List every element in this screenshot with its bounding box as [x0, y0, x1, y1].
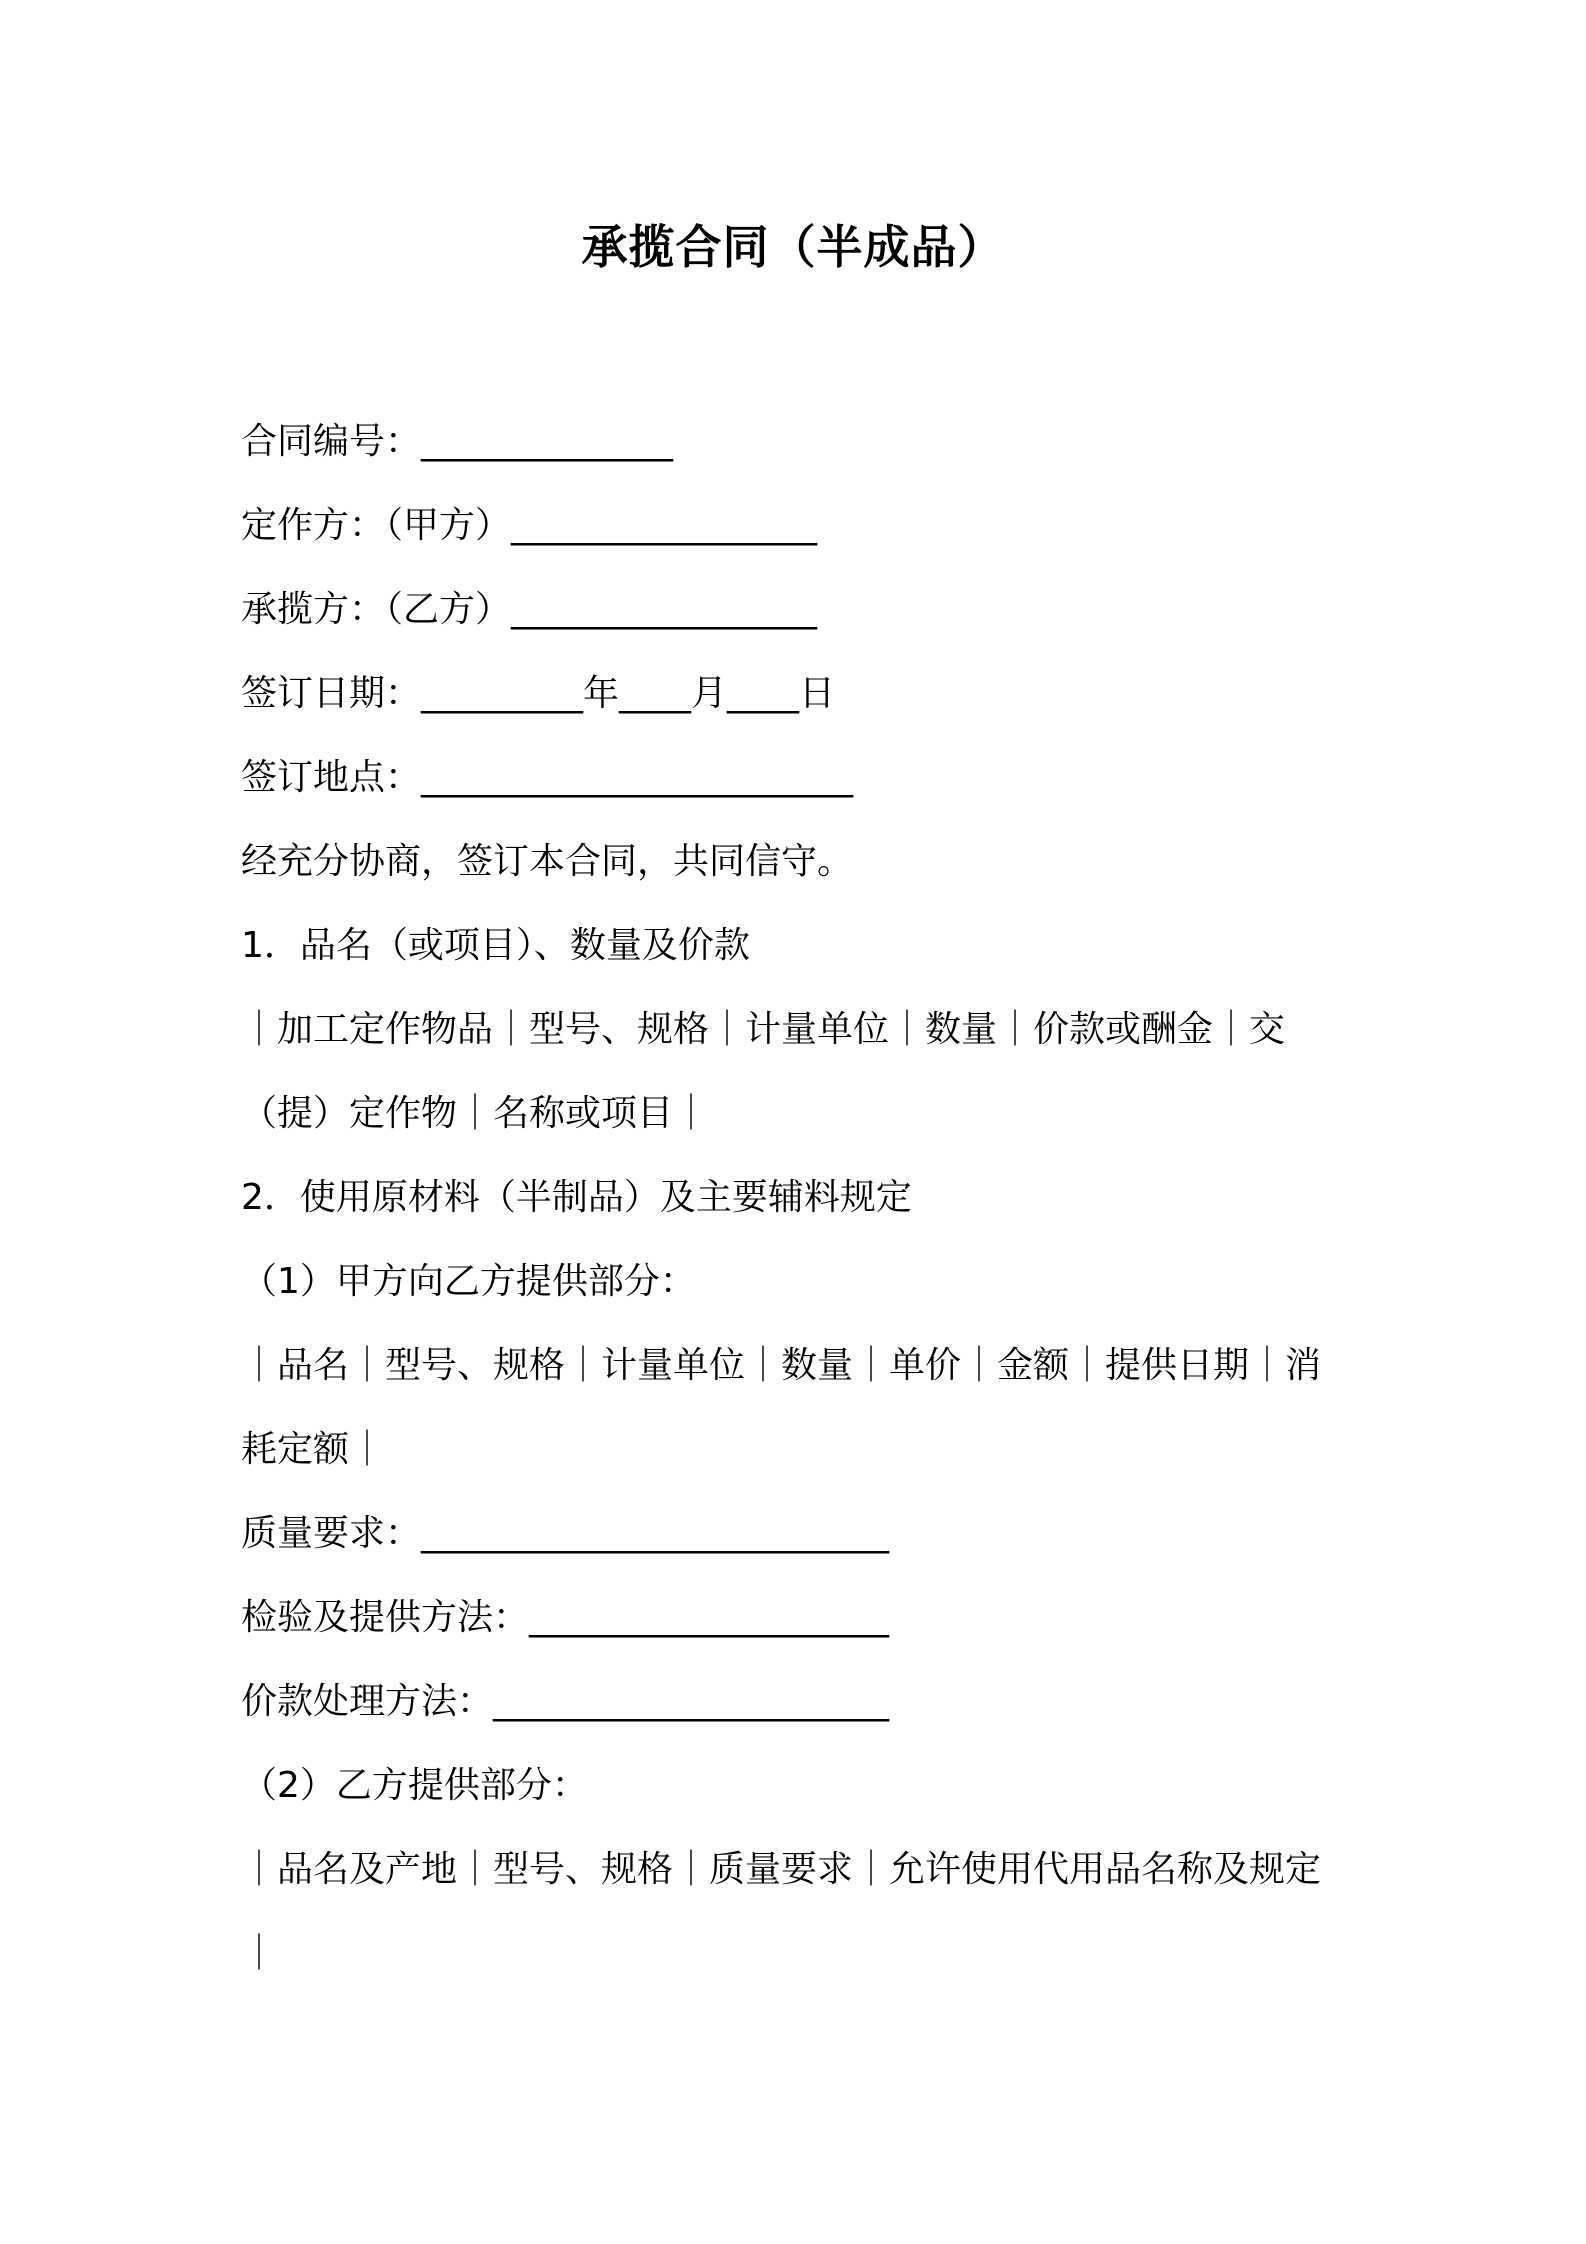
document-title: 承揽合同（半成品）	[581, 220, 1005, 274]
quality-requirement-line: 质量要求：__________________________	[241, 1513, 890, 1554]
contract-number-line: 合同编号：______________	[241, 421, 674, 462]
section-1-table-header-line-1: ｜加工定作物品｜型号、规格｜计量单位｜数量｜价款或酬金｜交	[241, 1009, 1286, 1050]
subsection-1-heading: （1）甲方向乙方提供部分：	[241, 1261, 696, 1302]
party-a-line: 定作方：（甲方）_________________	[241, 505, 818, 546]
section-1-heading: 1．品名（或项目）、数量及价款	[241, 925, 750, 966]
payment-method-line: 价款处理方法：______________________	[241, 1681, 890, 1722]
subsection-1-table-header-line-1: ｜品名｜型号、规格｜计量单位｜数量｜单价｜金额｜提供日期｜消	[241, 1345, 1322, 1386]
agreement-statement: 经充分协商，签订本合同，共同信守。	[241, 841, 854, 882]
subsection-2-heading: （2）乙方提供部分：	[241, 1765, 588, 1806]
subsection-2-table-header-line-2: ｜	[241, 1933, 278, 1974]
signing-place-line: 签订地点：________________________	[241, 757, 854, 798]
document-body	[241, 400, 1361, 1996]
inspection-method-line: 检验及提供方法：____________________	[241, 1597, 890, 1638]
subsection-1-table-header-line-2: 耗定额｜	[241, 1429, 386, 1470]
subsection-2-table-header-line-1: ｜品名及产地｜型号、规格｜质量要求｜允许使用代用品名称及规定	[241, 1849, 1322, 1890]
section-1-table-header-line-2: （提）定作物｜名称或项目｜	[241, 1093, 710, 1134]
party-b-line: 承揽方：（乙方）_________________	[241, 589, 818, 630]
section-2-heading: 2．使用原材料（半制品）及主要辅料规定	[241, 1177, 912, 1218]
signing-date-line: 签订日期：_________年____月____日	[241, 673, 836, 714]
